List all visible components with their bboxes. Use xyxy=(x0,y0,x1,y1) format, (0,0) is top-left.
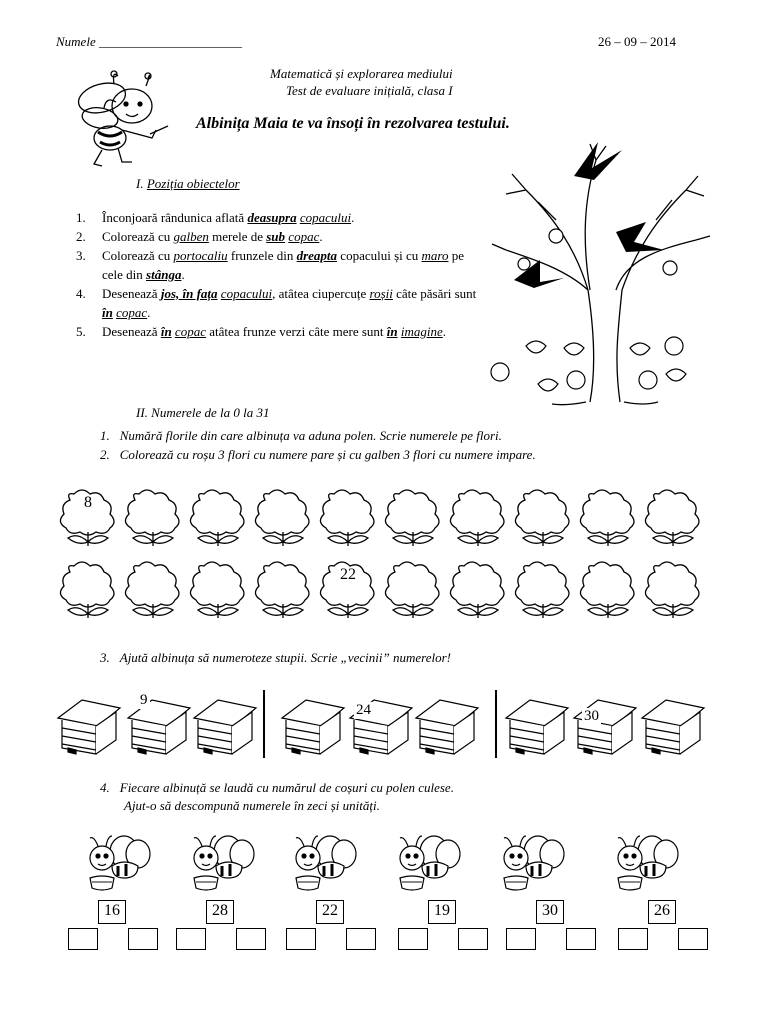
flower[interactable] xyxy=(316,484,380,548)
subject-title: Matematică și explorarea mediului xyxy=(270,66,453,81)
task-text-fragment: . xyxy=(319,229,323,244)
name-blank: ______________________ xyxy=(98,34,242,49)
maia-bee-illustration xyxy=(62,68,178,168)
task-text-fragment: roșii xyxy=(369,286,393,301)
bee-number-box: 19 xyxy=(428,900,456,924)
task-text-fragment: pe cele din xyxy=(102,248,465,282)
task-text-fragment: . xyxy=(442,324,447,339)
answer-box[interactable] xyxy=(68,928,98,950)
swallow-icon xyxy=(574,142,622,180)
task-text-fragment: Colorează cu xyxy=(102,229,174,244)
bee-with-basket xyxy=(290,832,360,907)
task-text-fragment: merele de xyxy=(208,229,267,244)
task-4-number: 4. xyxy=(100,780,110,795)
task-text-fragment: . xyxy=(181,267,185,282)
answer-box[interactable] xyxy=(236,928,266,950)
task-text-fragment: copacului xyxy=(220,286,273,301)
beehive[interactable] xyxy=(124,688,194,763)
flower[interactable] xyxy=(576,484,640,548)
flowers-row-1 xyxy=(56,484,706,548)
divider xyxy=(495,690,497,758)
flower[interactable] xyxy=(121,556,185,620)
task-text-fragment: Înconjoară rândunica aflată xyxy=(102,210,248,225)
instruction-2-number: 2. xyxy=(100,447,110,462)
section1-task-1 xyxy=(76,208,478,227)
answer-box[interactable] xyxy=(458,928,488,950)
bee-number-box: 16 xyxy=(98,900,126,924)
task-text-fragment: , atâtea ciupercuțe xyxy=(272,286,370,301)
instruction-1 xyxy=(100,428,536,444)
beehive[interactable] xyxy=(346,688,416,763)
name-label: Numele xyxy=(56,34,96,49)
bee-number-box: 22 xyxy=(316,900,344,924)
bee-number-box: 26 xyxy=(648,900,676,924)
task-text-fragment: copac xyxy=(288,229,320,244)
section1-task-list xyxy=(76,208,478,341)
task-text-fragment: în xyxy=(386,324,398,339)
task-text-fragment: copac xyxy=(174,324,206,339)
task-3-text: Ajută albinuța să numeroteze stupii. Scrie „vecinii” numerelor! xyxy=(119,650,451,665)
flower[interactable] xyxy=(186,484,250,548)
task-3-number: 3. xyxy=(100,650,110,665)
flower[interactable] xyxy=(186,556,250,620)
task-text-fragment: . xyxy=(147,305,151,320)
flower[interactable] xyxy=(381,484,445,548)
task-text-fragment: în xyxy=(102,305,113,320)
flower[interactable] xyxy=(511,484,575,548)
section1-number: I. xyxy=(136,176,144,191)
task-text-fragment: copac xyxy=(116,305,148,320)
task-text-fragment: stânga xyxy=(146,267,182,282)
task-text-fragment: frunzele din xyxy=(227,248,297,263)
flower[interactable] xyxy=(446,556,510,620)
beehive[interactable] xyxy=(190,688,260,763)
flower[interactable] xyxy=(251,484,315,548)
beehive-number: 9 xyxy=(140,692,148,708)
flower[interactable] xyxy=(251,556,315,620)
task-text-fragment: sub xyxy=(266,229,286,244)
task-4 xyxy=(100,780,454,814)
date: 26 – 09 – 2014 xyxy=(598,34,676,49)
task-text-fragment: jos, în fața xyxy=(160,286,218,301)
beehive[interactable] xyxy=(412,688,482,763)
divider xyxy=(263,690,265,758)
flower[interactable] xyxy=(316,556,380,620)
bee-with-basket xyxy=(188,832,258,907)
instruction-1-text: Numără florile din care albinuța va aduna polen. Scrie numerele pe flori. xyxy=(119,428,502,443)
task-text-fragment: portocaliu xyxy=(173,248,228,263)
task-text-fragment: maro xyxy=(421,248,449,263)
flower-number: 8 xyxy=(84,494,92,511)
task-number: 5. xyxy=(76,324,86,339)
flowers-row-2 xyxy=(56,556,706,620)
bee-number-box: 28 xyxy=(206,900,234,924)
page-subtitle: Albinița Maia te va însoți în rezolvarea testului. xyxy=(196,115,510,132)
bee-with-basket xyxy=(394,832,464,907)
flower[interactable] xyxy=(56,556,120,620)
task-4-line-2: Ajut-o să descompună numerele în zeci și unități. xyxy=(124,798,380,813)
section1-heading xyxy=(136,176,240,192)
beehive[interactable] xyxy=(570,688,640,763)
answer-box[interactable] xyxy=(566,928,596,950)
bee-with-basket xyxy=(612,832,682,907)
task-text-fragment: . xyxy=(351,210,355,225)
flower[interactable] xyxy=(56,484,120,548)
bee-with-basket xyxy=(498,832,568,907)
flower-number: 22 xyxy=(340,566,356,583)
task-text-fragment: dreapta xyxy=(296,248,338,263)
task-3 xyxy=(100,650,451,666)
section2-instructions xyxy=(100,428,536,463)
task-text-fragment: imagine xyxy=(400,324,443,339)
answer-box[interactable] xyxy=(176,928,206,950)
flower[interactable] xyxy=(381,556,445,620)
beehive[interactable] xyxy=(638,688,708,763)
section1-task-3 xyxy=(76,246,478,284)
section1-task-5 xyxy=(76,322,478,341)
task-text-fragment: atâtea frunze verzi câte mere sunt xyxy=(205,324,387,339)
flower[interactable] xyxy=(121,484,185,548)
task-text-fragment: Desenează xyxy=(102,324,161,339)
tree-illustration xyxy=(486,140,716,412)
flower[interactable] xyxy=(641,556,705,620)
flower[interactable] xyxy=(446,484,510,548)
instruction-2 xyxy=(100,447,536,463)
task-text-fragment: copacului și cu xyxy=(337,248,422,263)
flower[interactable] xyxy=(511,556,575,620)
task-number: 2. xyxy=(76,229,86,244)
beehive[interactable] xyxy=(278,688,348,763)
answer-box[interactable] xyxy=(398,928,428,950)
beehive[interactable] xyxy=(502,688,572,763)
task-text-fragment: Desenează xyxy=(102,286,161,301)
bees-area xyxy=(60,826,720,956)
bee-with-basket xyxy=(84,832,154,907)
beehive-number: 24 xyxy=(356,702,371,718)
section1-task-4 xyxy=(76,284,478,322)
section1-title: Poziția obiectelor xyxy=(146,176,240,191)
beehive-rows xyxy=(54,682,714,762)
beehive[interactable] xyxy=(54,688,124,763)
answer-box[interactable] xyxy=(128,928,158,950)
section1-task-2 xyxy=(76,227,478,246)
task-text-fragment: copacului xyxy=(299,210,352,225)
task-number: 3. xyxy=(76,248,86,263)
section2-heading: II. Numerele de la 0 la 31 xyxy=(136,405,270,420)
test-title: Test de evaluare inițială, clasa I xyxy=(286,83,453,98)
answer-box[interactable] xyxy=(678,928,708,950)
task-text-fragment: Colorează cu xyxy=(102,248,174,263)
bee-number-box: 30 xyxy=(536,900,564,924)
answer-box[interactable] xyxy=(286,928,316,950)
task-text-fragment: deasupra xyxy=(247,210,297,225)
beehive-number: 30 xyxy=(584,708,599,724)
task-4-line-1: Fiecare albinuță se laudă cu numărul de coșuri cu polen culese. xyxy=(119,780,454,795)
task-text-fragment: câte păsări sunt xyxy=(392,286,477,301)
answer-box[interactable] xyxy=(506,928,536,950)
task-number: 1. xyxy=(76,210,86,225)
task-text-fragment: galben xyxy=(173,229,209,244)
instruction-1-number: 1. xyxy=(100,428,110,443)
answer-box[interactable] xyxy=(618,928,648,950)
flower[interactable] xyxy=(641,484,705,548)
task-text-fragment: în xyxy=(160,324,172,339)
flower[interactable] xyxy=(576,556,640,620)
answer-box[interactable] xyxy=(346,928,376,950)
name-field[interactable] xyxy=(56,34,242,50)
instruction-2-text: Colorează cu roșu 3 flori cu numere pare și cu galben 3 flori cu numere impare. xyxy=(119,447,536,462)
task-number: 4. xyxy=(76,286,86,301)
